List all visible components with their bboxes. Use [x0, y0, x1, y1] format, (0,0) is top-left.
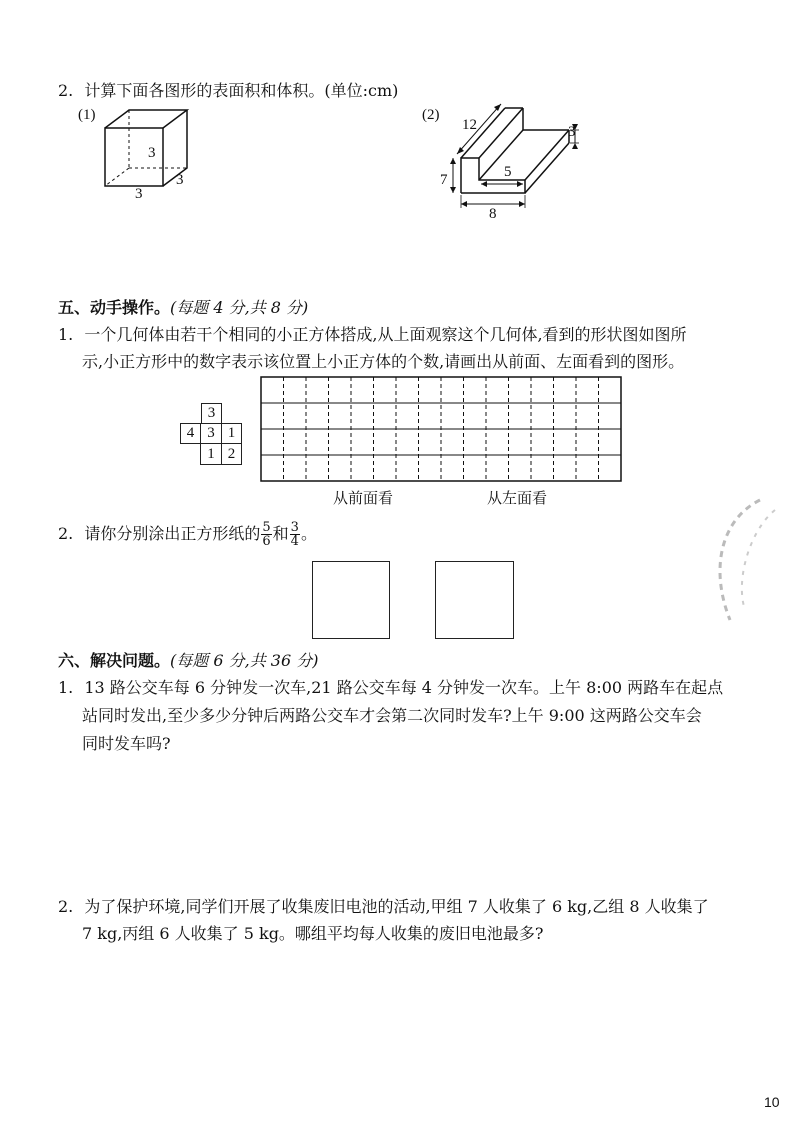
label-from-left: 从左面看: [487, 489, 548, 507]
section5-note: (每题 4 分,共 8 分): [170, 298, 309, 317]
cube-depth-label: 3: [176, 172, 184, 188]
section5-heading: [58, 297, 308, 319]
s6-q2-line2: 7 kg,丙组 6 人收集了 5 kg。哪组平均每人收集的废旧电池最多?: [82, 924, 544, 943]
q2-number: 2.: [58, 81, 74, 100]
fig1-label: (1): [78, 107, 96, 123]
square-paper-1[interactable]: [312, 561, 390, 639]
prism-inner-label: 5: [504, 164, 512, 180]
drawing-grid: [260, 376, 622, 482]
s6-q2-text1: 为了保护环境,同学们开展了收集废旧电池的活动,甲组 7 人收集了 6 kg,乙组 8 人收集了: [84, 897, 709, 916]
s6-q2-number: 2.: [58, 897, 74, 916]
page-number: 10: [764, 1094, 780, 1110]
s5-q2-prompt: [58, 518, 317, 550]
grid-cell: 3: [201, 403, 222, 424]
s6-q1-line1: [58, 677, 723, 699]
step-prism-figure: [445, 98, 585, 218]
section5-title: 五、动手操作。: [58, 298, 171, 317]
section6-heading: [58, 650, 318, 672]
s6-q1-number: 1.: [58, 678, 74, 697]
cube-height-label: 3: [148, 145, 156, 161]
section6-title: 六、解决问题。: [58, 651, 171, 670]
section6-note: (每题 6 分,共 36 分): [170, 651, 319, 670]
s5-q2-text: 请你分别涂出正方形纸的: [84, 524, 261, 543]
s6-q2-line1: [58, 896, 709, 918]
scan-smudge: [700, 490, 800, 630]
fraction-three-quarters: $\frac{3}{4}$: [290, 520, 299, 549]
grid-cell: 1: [221, 423, 242, 444]
s5-q2-end: 。: [300, 524, 317, 543]
s5-q1-text1: 一个几何体由若干个相同的小正方体搭成,从上面观察这个几何体,看到的形状图如图所: [84, 325, 687, 344]
cube-width-label: 3: [135, 186, 143, 202]
top-view-grid: [180, 403, 242, 465]
grid-cell: 2: [221, 443, 242, 465]
s6-q1-line2: 站同时发出,至少多少分钟后两路公交车才会第二次同时发车?上午 9:00 这两路公交车会: [82, 706, 702, 725]
s6-q1-line3: 同时发车吗?: [82, 734, 171, 753]
q2-text: 计算下面各图形的表面积和体积。(单位:cm): [84, 81, 399, 100]
prism-left-height-label: 7: [440, 172, 448, 188]
s5-q1-line1: [58, 324, 687, 346]
s5-q1-line2: 示,小正方形中的数字表示该位置上小正方体的个数,请画出从前面、左面看到的图形。: [82, 352, 685, 371]
s5-q2-and: 和: [272, 524, 289, 543]
grid-cell: 1: [200, 443, 222, 465]
s5-q1-number: 1.: [58, 325, 74, 344]
prism-length-label: 12: [462, 117, 477, 133]
s5-q2-number: 2.: [58, 524, 74, 543]
prism-step-label: 3: [568, 124, 576, 140]
grid-cell: 4: [180, 423, 201, 444]
label-from-front: 从前面看: [333, 489, 394, 507]
s6-q1-text1: 13 路公交车每 6 分钟发一次车,21 路公交车每 4 分钟发一次车。上午 8:00 两路车在起点: [84, 678, 724, 697]
q2-prompt: [58, 80, 398, 102]
fraction-five-sixths: $\frac{5}{6}$: [262, 520, 271, 549]
fig2-label: (2): [422, 107, 440, 123]
prism-bottom-label: 8: [489, 206, 497, 222]
square-paper-2[interactable]: [435, 561, 514, 639]
grid-cell: 3: [200, 423, 222, 444]
